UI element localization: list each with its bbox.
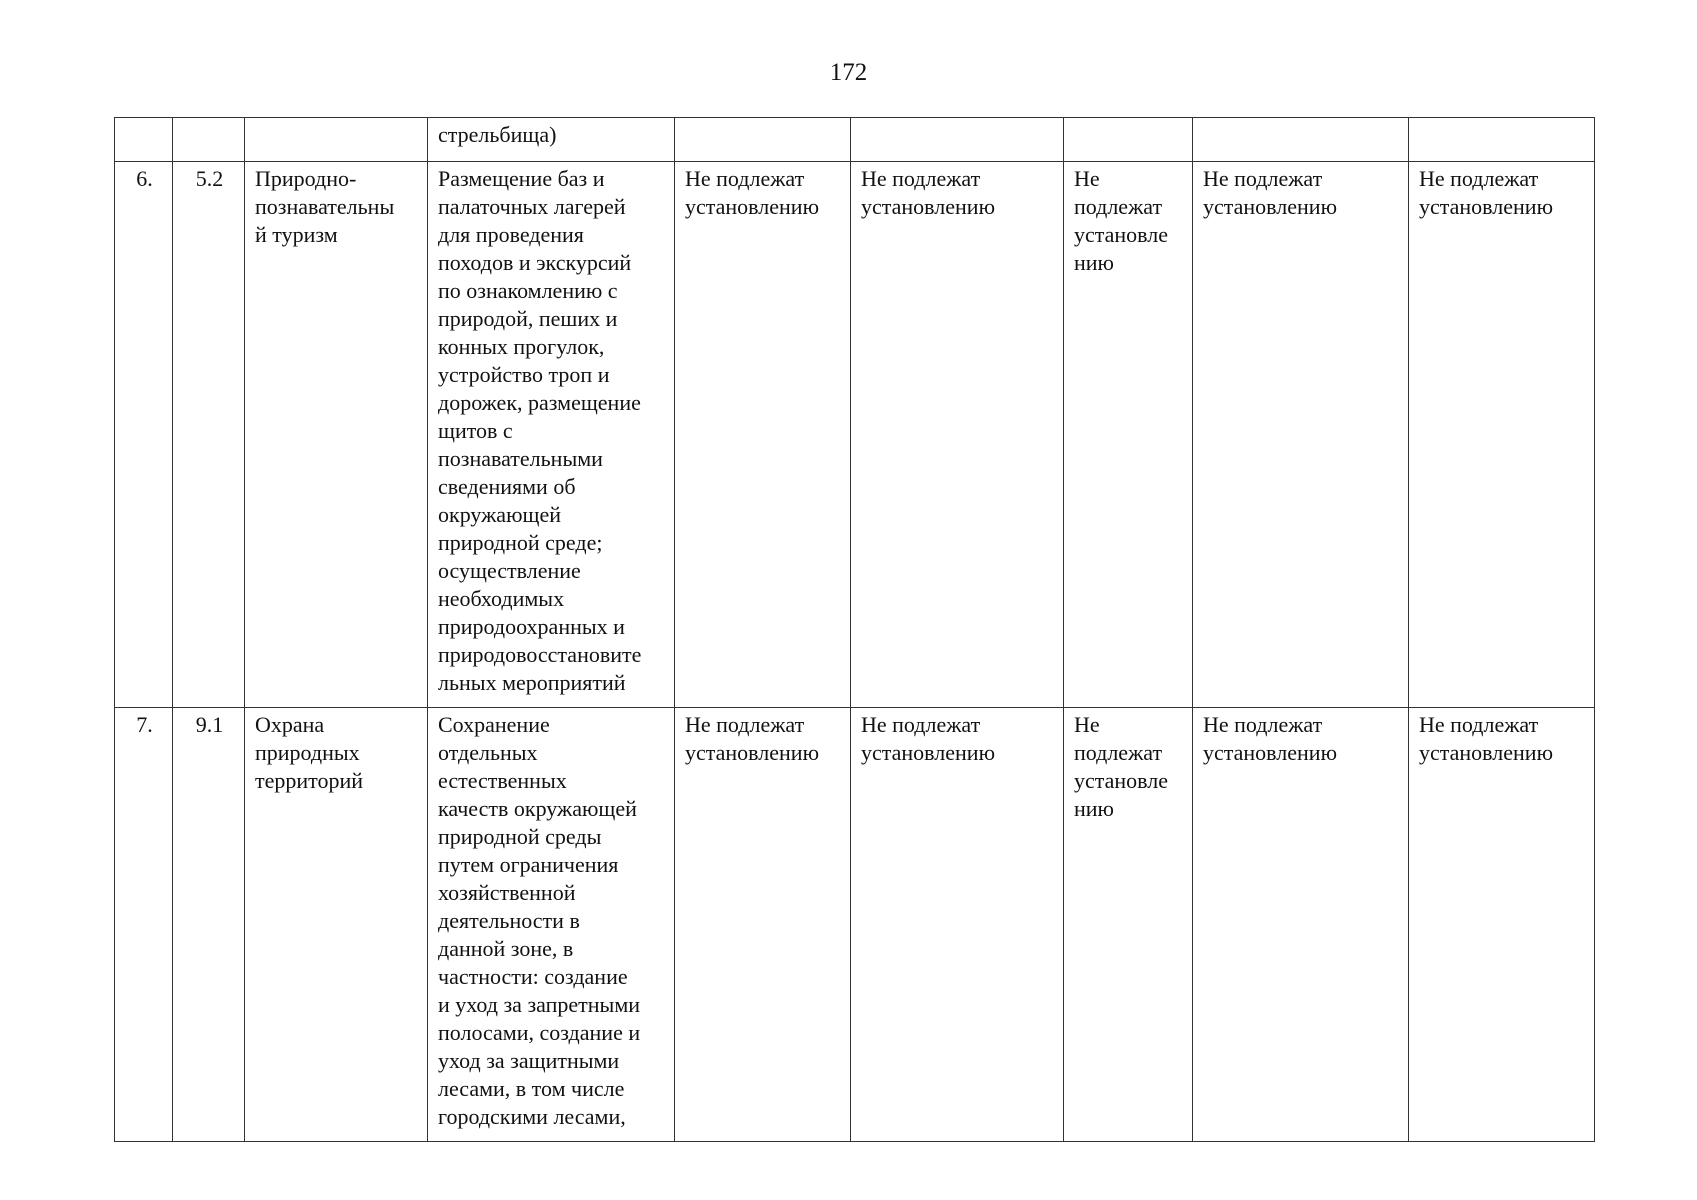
cell-col9	[1409, 162, 1595, 708]
text-line: устройство троп и	[438, 362, 610, 387]
text-line: природоохранных и	[438, 614, 625, 639]
text-line: познавательны	[255, 194, 395, 219]
text-line: частности: создание	[438, 964, 628, 989]
text-line: познавательными	[438, 446, 603, 471]
regulations-table	[114, 117, 1595, 1142]
cell-col5	[675, 162, 851, 708]
text-line: установле	[1074, 222, 1169, 247]
text-line: Сохранение	[438, 712, 550, 737]
text-line: сведениями об	[438, 474, 576, 499]
text-line: осуществление	[438, 558, 581, 583]
text-line: дорожек, размещение	[438, 390, 641, 415]
cell-col9	[1409, 118, 1595, 162]
text-line: полосами, создание и	[438, 1020, 641, 1045]
table-row-continuation	[115, 118, 1595, 162]
text-line: нию	[1074, 250, 1114, 275]
cell-col6	[851, 118, 1064, 162]
text-line: подлежат	[1074, 740, 1163, 765]
text-line: установлению	[861, 194, 996, 219]
text-line: Природно-	[255, 166, 357, 191]
text-line: установлению	[685, 740, 820, 765]
text-line: и уход за запретными	[438, 992, 641, 1017]
text-line: по ознакомлению с	[438, 278, 618, 303]
text-line: походов и экскурсий	[438, 250, 632, 275]
text-line: конных прогулок,	[438, 334, 605, 359]
cell-col7	[1064, 708, 1193, 1142]
cell-code: 5.2	[173, 162, 245, 708]
text-line: палаточных лагерей	[438, 194, 626, 219]
text-line: стрельбища)	[438, 122, 557, 147]
text-line: Не подлежат	[861, 712, 981, 737]
text-line: щитов с	[438, 418, 513, 443]
text-line: Не подлежат	[1419, 712, 1539, 737]
cell-col6	[851, 162, 1064, 708]
text-line: качеств окружающей	[438, 796, 637, 821]
text-line: льных мероприятий	[438, 670, 626, 695]
text-line: Не подлежат	[1419, 166, 1539, 191]
cell-col5	[675, 118, 851, 162]
cell-description	[428, 162, 675, 708]
text-line: путем ограничения	[438, 852, 619, 877]
text-line: необходимых	[438, 586, 565, 611]
text-line: установлению	[1419, 740, 1554, 765]
cell-col8	[1193, 708, 1409, 1142]
text-line: лесами, в том числе	[438, 1076, 625, 1101]
text-line: Не подлежат	[1203, 166, 1323, 191]
cell-col7	[1064, 162, 1193, 708]
cell-code: 9.1	[173, 708, 245, 1142]
cell-description	[428, 118, 675, 162]
text-line: установле	[1074, 768, 1169, 793]
cell-name	[245, 162, 428, 708]
text-line: Не подлежат	[1203, 712, 1323, 737]
text-line: установлению	[1203, 740, 1338, 765]
cell-description	[428, 708, 675, 1142]
cell-num: 7.	[115, 708, 173, 1142]
text-line: природой, пеших и	[438, 306, 618, 331]
text-line: природной среде;	[438, 530, 603, 555]
text-line: й туризм	[255, 222, 338, 247]
cell-col6	[851, 708, 1064, 1142]
text-line: окружающей	[438, 502, 561, 527]
text-line: естественных	[438, 768, 567, 793]
text-line: подлежат	[1074, 194, 1163, 219]
text-line: хозяйственной	[438, 880, 576, 905]
text-line: установлению	[861, 740, 996, 765]
text-line: для проведения	[438, 222, 584, 247]
text-line: Не подлежат	[861, 166, 981, 191]
cell-name	[245, 118, 428, 162]
text-line: Размещение баз и	[438, 166, 605, 191]
cell-col5	[675, 708, 851, 1142]
text-line: Не подлежат	[685, 712, 805, 737]
text-line: отдельных	[438, 740, 538, 765]
page-number: 172	[829, 59, 868, 86]
cell-col8	[1193, 118, 1409, 162]
text-line: Охрана	[255, 712, 325, 737]
table-row	[115, 708, 1595, 1142]
text-line: установлению	[1203, 194, 1338, 219]
text-line: деятельности в	[438, 908, 580, 933]
cell-code	[173, 118, 245, 162]
text-line: территорий	[255, 768, 364, 793]
text-line: природной среды	[438, 824, 602, 849]
cell-num: 6.	[115, 162, 173, 708]
text-line: городскими лесами,	[438, 1104, 626, 1129]
text-line: данной зоне, в	[438, 936, 574, 961]
table-row	[115, 162, 1595, 708]
text-line: установлению	[685, 194, 820, 219]
text-line: установлению	[1419, 194, 1554, 219]
cell-col9	[1409, 708, 1595, 1142]
text-line: природных	[255, 740, 360, 765]
text-line: Не	[1074, 166, 1100, 191]
cell-col7	[1064, 118, 1193, 162]
text-line: Не	[1074, 712, 1100, 737]
text-line: природовосстановите	[438, 642, 642, 667]
cell-name	[245, 708, 428, 1142]
cell-num	[115, 118, 173, 162]
text-line: уход за защитными	[438, 1048, 620, 1073]
text-line: Не подлежат	[685, 166, 805, 191]
text-line: нию	[1074, 796, 1114, 821]
cell-col8	[1193, 162, 1409, 708]
